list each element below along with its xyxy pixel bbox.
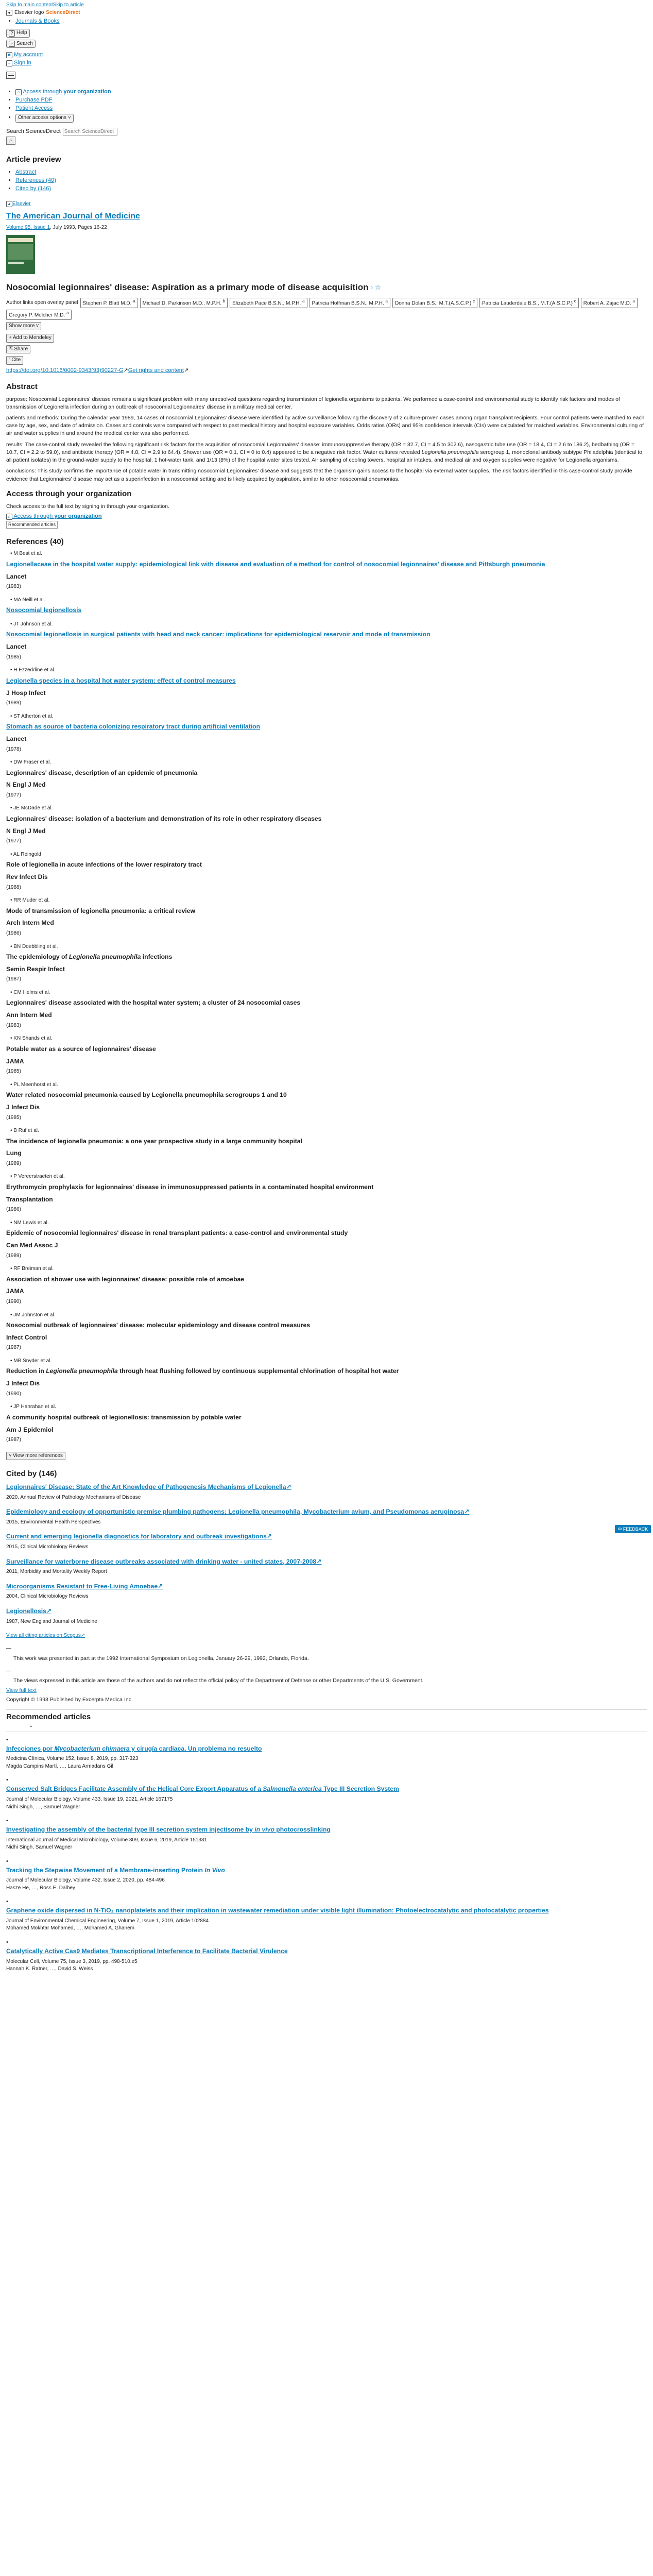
cited-by-title-link[interactable] xyxy=(6,1507,647,1517)
recommended-authors: Hasze He, …, Ross E. Dalbey xyxy=(6,1885,75,1891)
reference-item xyxy=(6,1403,647,1444)
search-input[interactable] xyxy=(63,128,117,135)
author-chip[interactable]: Stephen P. Blatt M.D. $^a$ xyxy=(80,298,138,308)
cited-by-item xyxy=(6,1582,647,1601)
reference-title[interactable]: Nosocomial legionellosis in surgical patients with head and neck cancer: implications for epidemiological reservoir and mode of transmission xyxy=(6,631,431,638)
reference-item xyxy=(6,621,647,661)
reference-year: (1989) xyxy=(6,1160,21,1166)
reference-authors: • RR Muder et al. xyxy=(10,897,647,905)
skip-to-article-link[interactable]: Skip to article xyxy=(53,2,84,8)
reference-item xyxy=(6,1265,647,1306)
author-chip[interactable]: Gregory P. Melcher M.D. $^a$ xyxy=(6,310,72,320)
recommended-item xyxy=(6,1939,647,1973)
cited-by-list xyxy=(6,1483,647,1625)
footnote-marker: — xyxy=(6,1646,11,1652)
reference-title: Water related nosocomial pneumonia caused by Legionella pneumophila serogroups 1 and 10 xyxy=(6,1091,287,1099)
patient-access-link[interactable]: Patient Access xyxy=(15,105,53,112)
reference-authors: • NM Lewis et al. xyxy=(10,1219,647,1227)
cited-by-item xyxy=(6,1532,647,1551)
reference-title: Mode of transmission of legionella pneumonia: a critical review xyxy=(6,907,196,914)
reference-item xyxy=(6,989,647,1029)
footnote-presented: This work was presented in part at the 1992 International Symposium on Legionella, January 26-29, 1992, Orlando, Florida. xyxy=(13,1655,309,1662)
reference-authors: • H Ezzeddine et al. xyxy=(10,667,647,674)
preview-references-link[interactable]: References (40) xyxy=(15,177,56,184)
reference-title[interactable]: Legionellaceae in the hospital water supply: epidemiological link with disease and evaluation of a method for control of nosocomial legionnaires' disease and Pittsburgh pneumonia xyxy=(6,560,545,568)
author-chip[interactable]: Donna Dolan B.S., M.T.(A.S.C.P.) $^c$ xyxy=(392,298,477,308)
article-actions xyxy=(6,332,647,365)
external-link-icon: ↗ xyxy=(46,1607,52,1615)
reference-title: The incidence of legionella pneumonia: a one year prospective study in a large community hospital xyxy=(6,1137,302,1145)
reference-year: (1986) xyxy=(6,930,21,937)
reference-title: Legionnaires' disease, description of an epidemic of pneumonia xyxy=(6,769,198,776)
article-preview-heading: Article preview xyxy=(6,155,61,164)
recommended-title-part: Investigating the assembly of the bacterial type III secretion system injectisome by xyxy=(6,1826,255,1834)
cited-by-item xyxy=(6,1507,647,1526)
external-link-icon: ↗ xyxy=(266,1533,272,1540)
recommended-title-part: Type III Secretion System xyxy=(321,1785,399,1793)
reference-source: JAMA xyxy=(6,1287,24,1295)
cited-by-meta: 2020, Annual Review of Pathology Mechanisms of Disease xyxy=(6,1494,141,1500)
cited-by-meta: 2015, Environmental Health Perspectives xyxy=(6,1519,101,1525)
cited-by-title-link[interactable] xyxy=(6,1582,647,1591)
recommended-journal: Journal of Environmental Chemical Engineering, Volume 7, Issue 1, 2019, Article 102884 xyxy=(6,1918,209,1924)
recommended-journal: Journal of Molecular Biology, Volume 433, Issue 19, 2021, Article 167175 xyxy=(6,1797,173,1803)
recommended-title-link[interactable] xyxy=(6,1866,647,1875)
recommended-title-part: Conserved Salt Bridges Facilitate Assembly of the Helical Core Export Apparatus of a xyxy=(6,1785,263,1793)
external-link-icon: ↗ xyxy=(123,367,128,374)
chevron-down-icon: ˅ xyxy=(67,115,71,121)
cited-by-item xyxy=(6,1483,647,1501)
recommended-title-link[interactable] xyxy=(6,1825,647,1835)
reference-item xyxy=(6,1035,647,1075)
cite-button[interactable]: ” Cite xyxy=(6,356,23,365)
abstract-results: results: The case-control study revealed the following significant risk factors for the acquisition of nosocomial Legionnaires' disease: immunosuppressive therapy (OR = 32.7, CI = 4.5 to 302.6), nasogastric tube use (OR = 18.4, CI = 2.6 to 186.2), bedbathing (OR = 10.7, CI = 2.2 to 59.0), and antibiotic therapy (OR = 4.8, CI = 2.9 to 64.4). Shower use (OR = 0.1, CI = 0 to 0.4) appeared to be a negative risk factor. Water cultures revealed Legionella pneumophila serogroup 1, monoclonal antibody subtype Philadelphia (identical to all patient isolates) in the ground-water supply to the hospital, 1 hot-water tank, and 1/13 (8%) of the hospital water sites tested. Air sampling of cooling towers, hospital air intakes, and medical air and oxygen supplies were negative for Legionella organisms. xyxy=(6,441,642,464)
reference-list xyxy=(6,550,647,1444)
reference-title[interactable]: Nosocomial legionellosis xyxy=(6,606,82,614)
reference-year: (1988) xyxy=(6,884,21,890)
reference-item xyxy=(6,805,647,845)
footnote-marker: — xyxy=(6,1668,11,1674)
volume-issue-link[interactable]: Volume 95, Issue 1 xyxy=(6,225,50,231)
recommended-authors: Hannah K. Ratner, …, David S. Weiss xyxy=(6,1966,93,1972)
recommended-title-part: Infecciones por xyxy=(6,1744,55,1752)
cited-by-title: Legionnaires' Disease: State of the Art Knowledge of Pathogenesis Mechanisms of Legionella xyxy=(6,1483,286,1490)
recommended-title-part: Catalytically Active Cas9 Mediates Transcriptional Interference to Facilitate Bacterial Virulence xyxy=(6,1947,288,1955)
share-icon: ⇱ xyxy=(9,346,13,352)
recommended-title-link[interactable] xyxy=(6,1906,647,1916)
abstract-heading: Abstract xyxy=(6,382,38,391)
star-icon[interactable]: ☆ xyxy=(375,283,381,291)
article-title: Nosocomial legionnaires' disease: Aspiration as a primary mode of disease acquisition ◦ ☆ xyxy=(6,282,381,292)
author-chip[interactable]: Robert A. Zajac M.D. $^a$ xyxy=(581,298,638,308)
reference-source: Semin Respir Infect xyxy=(6,965,65,973)
reference-title[interactable]: Stomach as source of bacteria colonizing respiratory tract during artificial ventilation xyxy=(6,723,261,731)
brand-row xyxy=(6,9,647,17)
cited-by-meta: 1987, New England Journal of Medicine xyxy=(6,1618,97,1624)
institution-icon: ⌂ xyxy=(15,89,22,95)
footnote-views: The views expressed in this article are those of the authors and do not reflect the official policy of the Department of Defense or other Departments of the U.S. Government. xyxy=(13,1677,424,1684)
reference-authors: • B Ruf et al. xyxy=(10,1127,647,1135)
journal-title[interactable]: The American Journal of Medicine xyxy=(6,211,140,221)
journal-issue-info: Volume 95, Issue 1, July 1993, Pages 16-22 xyxy=(6,225,107,231)
author-links-prefix: Author links open overlay panel xyxy=(6,299,78,306)
reference-source: Lancet xyxy=(6,643,27,651)
reference-item xyxy=(6,1127,647,1167)
reference-title: Association of shower use with legionnaires' disease: possible role of amoebae xyxy=(6,1275,245,1283)
recommended-title-link[interactable] xyxy=(6,1785,647,1794)
reference-source: Rev Infect Dis xyxy=(6,873,48,881)
external-link-icon: ↗ xyxy=(316,1557,322,1565)
cited-by-meta: 2004, Clinical Microbiology Reviews xyxy=(6,1594,89,1600)
reference-title: Potable water as a source of legionnaires' disease xyxy=(6,1045,156,1053)
reference-authors: • JP Hanrahan et al. xyxy=(10,1403,647,1411)
reference-year: (1983) xyxy=(6,1022,21,1028)
reference-item xyxy=(6,1173,647,1213)
institution-icon: ⌂ xyxy=(6,514,12,520)
reference-source: Can Med Assoc J xyxy=(6,1242,58,1249)
cited-by-title: Surveillance for waterborne disease outbreaks associated with drinking water - united states, 2007-2008 xyxy=(6,1557,317,1565)
doi-link[interactable]: https://doi.org/10.1016/0002-9343(93)90227-G xyxy=(6,367,124,374)
reference-title-italic: Legionella pneumophila xyxy=(46,1367,118,1375)
reference-authors: • BN Doebbling et al. xyxy=(10,943,647,951)
preview-cited-by-link[interactable]: Cited by (146) xyxy=(15,185,51,192)
cited-by-title-link[interactable] xyxy=(6,1483,647,1492)
access-text: Check access to the full text by signing in through your organization. xyxy=(6,503,169,510)
reference-source: N Engl J Med xyxy=(6,827,46,835)
reference-title: Erythromycin prophylaxis for legionnaires' disease in immunosuppressed patients in a contaminated hospital environment xyxy=(6,1183,374,1191)
reference-item xyxy=(6,1219,647,1260)
cited-by-title: Microorganisms Resistant to Free-Living Amoebae xyxy=(6,1582,158,1590)
preview-nav xyxy=(15,168,647,193)
reference-year: (1986) xyxy=(6,1207,21,1213)
feedback-button[interactable]: ✉ FEEDBACK xyxy=(615,1525,651,1533)
reference-title xyxy=(6,953,647,962)
reference-year: (1985) xyxy=(6,654,21,660)
recommended-authors: Mohamed Mokhtar Mohamed, …, Mohamed A. Ghanem xyxy=(6,1925,135,1931)
abstract-purpose: purpose: Nosocomial Legionnaires' disease remains a significant problem with many unresolved questions regarding transmission of legionella organisms to patients. We performed a case-control and environmental study to identify risk factors and modes of transmission of Legionella infection during an outbreak of nosocomial Legionnaires' disease in a military medical center. xyxy=(6,396,620,410)
plus-icon: + xyxy=(9,335,12,341)
reference-item xyxy=(6,851,647,891)
reference-year: (1985) xyxy=(6,1114,21,1121)
recommended-item xyxy=(6,1898,647,1933)
reference-authors: • DW Fraser et al. xyxy=(10,759,647,767)
menu-icon[interactable] xyxy=(6,72,15,79)
recommended-title-link[interactable] xyxy=(6,1744,647,1754)
doi-row xyxy=(6,367,647,375)
chevron-down-icon: ⌄ xyxy=(29,1723,33,1729)
article-notes xyxy=(6,1645,647,1685)
reference-item xyxy=(6,550,647,590)
cited-by-title-link[interactable] xyxy=(6,1557,647,1567)
reference-authors: • MA Neill et al. xyxy=(10,597,647,604)
reference-title-part: through heat flushing followed by continuous supplemental chlorination of hospital hot water xyxy=(117,1367,399,1375)
recommended-item xyxy=(6,1817,647,1852)
author-chip[interactable]: Elizabeth Pace B.S.N., M.P.H. $^a$ xyxy=(230,298,307,308)
header-nav xyxy=(15,18,647,26)
reference-authors: • RF Breiman et al. xyxy=(10,1265,647,1273)
author-chip[interactable]: Patricia Hoffman B.S.N., M.P.H. $^a$ xyxy=(310,298,390,308)
reference-item xyxy=(6,667,647,707)
reference-source: Infect Control xyxy=(6,1333,47,1341)
recommended-journal: Medicina Clínica, Volume 152, Issue 8, 2019, pp. 317-323 xyxy=(6,1756,139,1762)
cited-by-meta: 2011, Morbidity and Mortality Weekly Report xyxy=(6,1569,107,1575)
chevron-down-icon: ˅ xyxy=(36,323,39,329)
recommended-header[interactable] xyxy=(6,1709,647,1732)
cited-by-heading: Cited by (146) xyxy=(6,1469,57,1479)
references-heading: References (40) xyxy=(6,537,64,546)
share-button[interactable]: ⇱ Share xyxy=(6,345,30,354)
chat-icon: ✉ xyxy=(617,1527,622,1532)
abstract-conclusions: conclusions: This study confirms the importance of potable water in transmitting nosocomial Legionnaires' disease and suggests that the organism gains access to the hospital via external water supplies. The risk factors identified in this case-control study provide evidence that Legionnaires' disease may act as a superinfection in a nosocomial setting and is likely acquired by aspiration, similar to other nosocomial pneumonias. xyxy=(6,468,632,482)
reference-title: Nosocomial outbreak of legionnaires' disease: molecular epidemiology and disease control measures xyxy=(6,1321,311,1329)
reference-year: (1990) xyxy=(6,1391,21,1397)
external-link-icon: ↗ xyxy=(183,367,189,374)
search-label: Search ScienceDirect xyxy=(6,128,61,134)
reference-authors: • P Vereerstraeten et al. xyxy=(10,1173,647,1181)
reference-item xyxy=(6,943,647,984)
recommended-authors: Nidhi Singh, Samuel Wagner xyxy=(6,1844,73,1851)
chevron-down-icon: ˅ xyxy=(9,1452,12,1459)
cited-by-meta: 2015, Clinical Microbiology Reviews xyxy=(6,1544,89,1550)
access-options xyxy=(6,88,647,123)
reference-source: Lung xyxy=(6,1149,22,1157)
reference-source: Am J Epidemiol xyxy=(6,1426,54,1433)
search-submit-icon[interactable]: ⌕ xyxy=(6,137,15,145)
recommended-title-link[interactable] xyxy=(6,1947,647,1956)
reference-year: (1987) xyxy=(6,1345,21,1351)
reference-year: (1989) xyxy=(6,700,21,706)
reference-item xyxy=(6,597,647,615)
reference-source: Ann Intern Med xyxy=(6,1011,52,1019)
recommended-title-italic: in vivo xyxy=(254,1826,274,1834)
reference-year: (1985) xyxy=(6,1069,21,1075)
recommended-title-part: Graphene oxide dispersed in N-TiO₂ nanoplatelets and their implication in wastewater remediation under visible light illumination: Photoelectrocatalytic and photocatalytic properties xyxy=(6,1907,549,1914)
reference-authors: • ST Atherton et al. xyxy=(10,713,647,721)
reference-authors: • PL Meenhorst et al. xyxy=(10,1081,647,1089)
author-chip[interactable]: Patricia Lauderdale B.S., M.T.(A.S.C.P.) $^c$ xyxy=(479,298,579,308)
reference-source: N Engl J Med xyxy=(6,781,46,789)
reference-item xyxy=(6,897,647,937)
my-account-link[interactable]: ☻ My account xyxy=(7,52,43,58)
reference-authors: • JE McDade et al. xyxy=(10,805,647,812)
header-utility xyxy=(6,28,647,49)
cited-by-title: Epidemiology and ecology of opportunistic premise plumbing pathogens: Legionella pneumophila, Mycobacterium avium, and Pseudomonas aeruginosa xyxy=(6,1508,465,1516)
reference-title[interactable]: Legionella species in a hospital hot water system: effect of control measures xyxy=(6,676,236,684)
recommended-title-part: Tracking the Stepwise Movement of a Membrane-inserting Protein xyxy=(6,1866,205,1874)
recommended-articles-button[interactable]: Recommended articles xyxy=(6,521,58,529)
recommended-journal: International Journal of Medical Microbiology, Volume 309, Issue 6, 2019, Article 151331 xyxy=(6,1837,208,1843)
preview-abstract-link[interactable]: Abstract xyxy=(15,169,37,176)
quote-icon: ” xyxy=(9,357,11,363)
search-button[interactable]: ⌕ Search xyxy=(6,40,36,48)
recommended-title-part: y cirugía cardiaca. Un problema no resuelto xyxy=(129,1744,262,1752)
reference-year: (1978) xyxy=(6,746,21,752)
abstract-methods: patients and methods: During the calendar year 1989, 14 cases of nosocomial Legionnaires' disease were identified by active surveillance following the discovery of 2 culture-proven cases among organ transplant recipients. Four control patients were matched to each case by age, sex, and date of admission. Cases and controls were compared with respect to past medical history and hospital exposure variables. Odds ratios (ORs) and 95% confidence intervals (CIs) were calculated for matched variables. Environmental culturing of air and water supplies in and around the medical center was also performed. xyxy=(6,415,645,437)
access-heading: Access through your organization xyxy=(6,489,132,498)
reference-source: JAMA xyxy=(6,1057,24,1065)
cited-by-item xyxy=(6,1607,647,1625)
cited-by-title: Current and emerging legionella diagnostics for laboratory and outbreak investigations xyxy=(6,1533,267,1540)
reference-authors: • JM Johnston et al. xyxy=(10,1312,647,1319)
recommended-title-part: photocrosslinking xyxy=(274,1826,331,1834)
view-all-citing-link[interactable]: View all citing articles on Scopus↗ xyxy=(6,1633,85,1639)
reference-authors: • KN Shands et al. xyxy=(10,1035,647,1043)
recommended-item xyxy=(6,1776,647,1811)
recommended-title-italic: Salmonella enterica xyxy=(263,1785,322,1793)
reference-year: (1990) xyxy=(6,1299,21,1305)
reference-title-italic: Legionella pneumophila xyxy=(68,953,141,961)
reference-source: J Infect Dis xyxy=(6,1103,40,1111)
purchase-pdf-link[interactable]: Purchase PDF xyxy=(15,97,53,104)
other-access-options-button[interactable]: • Other access options ˅ xyxy=(15,114,74,123)
skip-to-main-link[interactable]: Skip to main content xyxy=(6,2,53,8)
reference-title-part: Reduction in xyxy=(6,1367,46,1375)
reference-source: Transplantation xyxy=(6,1195,53,1203)
recommended-list xyxy=(6,1736,647,1973)
external-link-icon: ↗ xyxy=(286,1483,291,1490)
view-more-references-button[interactable]: ˅ View more references xyxy=(6,1452,65,1461)
recommended-authors: Nidhi Singh, …, Samuel Wagner xyxy=(6,1804,80,1810)
external-link-icon: ↗ xyxy=(80,1633,85,1639)
external-link-icon: ↗ xyxy=(158,1582,163,1590)
recommended-item xyxy=(6,1858,647,1892)
elsevier-logo-icon[interactable]: ● xyxy=(6,10,12,16)
get-rights-link[interactable]: Get rights and content xyxy=(128,367,184,374)
reference-title: Legionnaires' disease: isolation of a bacterium and demonstration of its role in other respiratory diseases xyxy=(6,815,322,822)
reference-title-part: The epidemiology of xyxy=(6,953,69,961)
external-link-icon: ↗ xyxy=(464,1508,470,1516)
reference-source: Arch Intern Med xyxy=(6,919,54,927)
help-button[interactable]: ? Help xyxy=(6,29,30,38)
add-to-mendeley-button[interactable]: + Add to Mendeley xyxy=(6,334,54,343)
skip-links xyxy=(6,0,647,9)
cited-by-title-link[interactable] xyxy=(6,1532,647,1541)
recommended-authors: Magda Campins Martí, …, Laura Armadans Gil xyxy=(6,1763,113,1769)
reference-authors: • JT Johnson et al. xyxy=(10,621,647,629)
reference-title: Role of legionella in acute infections of the lower respiratory tract xyxy=(6,861,202,869)
cited-by-item xyxy=(6,1557,647,1576)
copyright-text: Copyright © 1993 Published by Excerpta Medica Inc. xyxy=(6,1697,133,1703)
sign-in-link[interactable]: → Sign in xyxy=(7,60,31,66)
recommended-journal: Journal of Molecular Biology, Volume 432, Issue 2, 2020, pp. 484-496 xyxy=(6,1877,165,1884)
user-icon: ☻ xyxy=(7,53,12,58)
reference-year: (1987) xyxy=(6,976,21,982)
reference-title: A community hospital outbreak of legionellosis: transmission by potable water xyxy=(6,1413,242,1421)
view-full-text-link[interactable]: View full text xyxy=(6,1687,37,1694)
journal-cover-image[interactable] xyxy=(6,235,35,274)
sign-in-icon: → xyxy=(7,61,11,66)
reference-source: J Infect Dis xyxy=(6,1380,40,1387)
reference-year: (1983) xyxy=(6,584,21,590)
recommended-journal: Molecular Cell, Volume 75, Issue 3, 2019, pp. 498-510.e5 xyxy=(6,1958,138,1964)
journals-books-link[interactable]: Journals & Books xyxy=(15,18,60,25)
reference-title: Legionnaires' disease associated with the hospital water system; a cluster of 24 nosocomial cases xyxy=(6,999,301,1007)
reference-source: J Hosp Infect xyxy=(6,689,46,697)
access-through-org-button[interactable]: ⌂ Access through your organization xyxy=(6,513,102,519)
reference-title xyxy=(6,1367,647,1376)
publisher-logo[interactable]: ▲ Elsevier xyxy=(6,200,31,208)
cited-by-title-link[interactable] xyxy=(6,1607,647,1616)
elsevier-tree-icon: ▲ xyxy=(6,201,12,207)
reference-authors: • MB Snyder et al. xyxy=(10,1358,647,1365)
elsevier-logo-alt: Elsevier logo xyxy=(14,9,44,15)
show-more-button[interactable]: Show more ˅ xyxy=(6,322,41,331)
author-chip[interactable]: Michael D. Parkinson M.D., M.P.H. $^b$ xyxy=(140,298,228,308)
reference-item xyxy=(6,713,647,753)
reference-authors: • AL Reingold xyxy=(10,851,647,859)
author-list xyxy=(6,298,647,320)
sciencedirect-wordmark[interactable]: ScienceDirect xyxy=(46,9,80,15)
search-bar xyxy=(6,128,647,136)
recommended-title-italic: In Vivo xyxy=(204,1866,225,1874)
cited-by-title: Legionellosis xyxy=(6,1607,46,1615)
recommended-item xyxy=(6,1736,647,1771)
reference-authors: • CM Helms et al. xyxy=(10,989,647,997)
reference-item xyxy=(6,1312,647,1352)
reference-year: (1989) xyxy=(6,1252,21,1259)
open-access-icon[interactable]: ◦ xyxy=(370,283,373,291)
reference-item xyxy=(6,1081,647,1122)
reference-authors: • M Best et al. xyxy=(10,550,647,558)
access-through-org-link[interactable]: ⌂ Access through your organization xyxy=(15,89,111,95)
reference-title: Epidemic of nosocomial legionnaires' disease in renal transplant patients: a case-control and environmental study xyxy=(6,1229,348,1237)
reference-item xyxy=(6,759,647,799)
access-section xyxy=(6,488,647,529)
reference-source: Lancet xyxy=(6,735,27,742)
reference-year: (1987) xyxy=(6,1437,21,1443)
recommended-heading: Recommended articles xyxy=(6,1712,91,1721)
reference-title-part: infections xyxy=(141,953,173,961)
help-icon: ? xyxy=(9,30,15,37)
reference-source: Lancet xyxy=(6,572,27,580)
recommended-title-italic: Mycobacterium chimaera xyxy=(54,1744,130,1752)
reference-year: (1977) xyxy=(6,838,21,844)
search-icon: ⌕ xyxy=(9,41,15,47)
reference-year: (1977) xyxy=(6,792,21,798)
account-links xyxy=(6,51,647,67)
reference-item xyxy=(6,1358,647,1398)
